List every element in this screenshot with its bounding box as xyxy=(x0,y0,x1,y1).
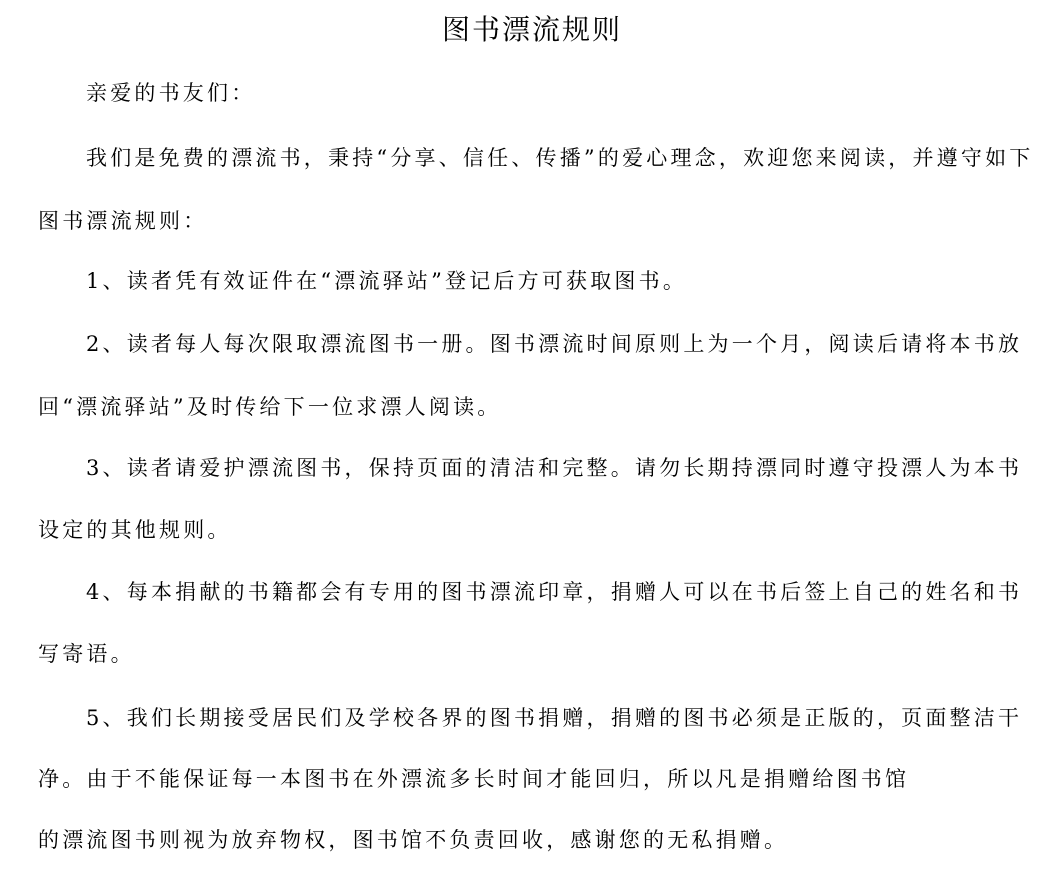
rule-2-line-2: 回“漂流驿站”及时传给下一位求漂人阅读。 xyxy=(38,395,502,419)
rule-3-line-2: 设定的其他规则。 xyxy=(38,518,232,542)
rule-5-line-2: 净。由于不能保证每一本图书在外漂流多长时间才能回归，所以凡是捐赠给图书馆 xyxy=(38,767,910,791)
rule-5-line-3: 的漂流图书则视为放弃物权，图书馆不负责回收，感谢您的无私捐赠。 xyxy=(38,828,789,852)
rule-3-line-1: 3、读者请爱护漂流图书，保持页面的清洁和完整。请勿长期持漂同时遵守投漂人为本书 xyxy=(86,456,1023,480)
rule-2-line-1: 2、读者每人每次限取漂流图书一册。图书漂流时间原则上为一个月，阅读后请将本书放 xyxy=(86,332,1023,356)
greeting: 亲爱的书友们： xyxy=(86,81,256,105)
rule-5-line-1: 5、我们长期接受居民们及学校各界的图书捐赠，捐赠的图书必须是正版的，页面整洁干 xyxy=(86,706,1023,730)
rule-1-line-1: 1、读者凭有效证件在“漂流驿站”登记后方可获取图书。 xyxy=(86,269,688,293)
rule-4-line-2: 写寄语。 xyxy=(38,642,135,666)
rule-4-line-1: 4、每本捐献的书籍都会有专用的图书漂流印章，捐赠人可以在书后签上自己的姓名和书 xyxy=(86,580,1023,604)
intro-line-2: 图书漂流规则： xyxy=(38,209,208,233)
intro-line-1: 我们是免费的漂流书，秉持“分享、信任、传播”的爱心理念，欢迎您来阅读，并遵守如下 xyxy=(86,146,1034,170)
document-title: 图书漂流规则 xyxy=(441,13,622,46)
